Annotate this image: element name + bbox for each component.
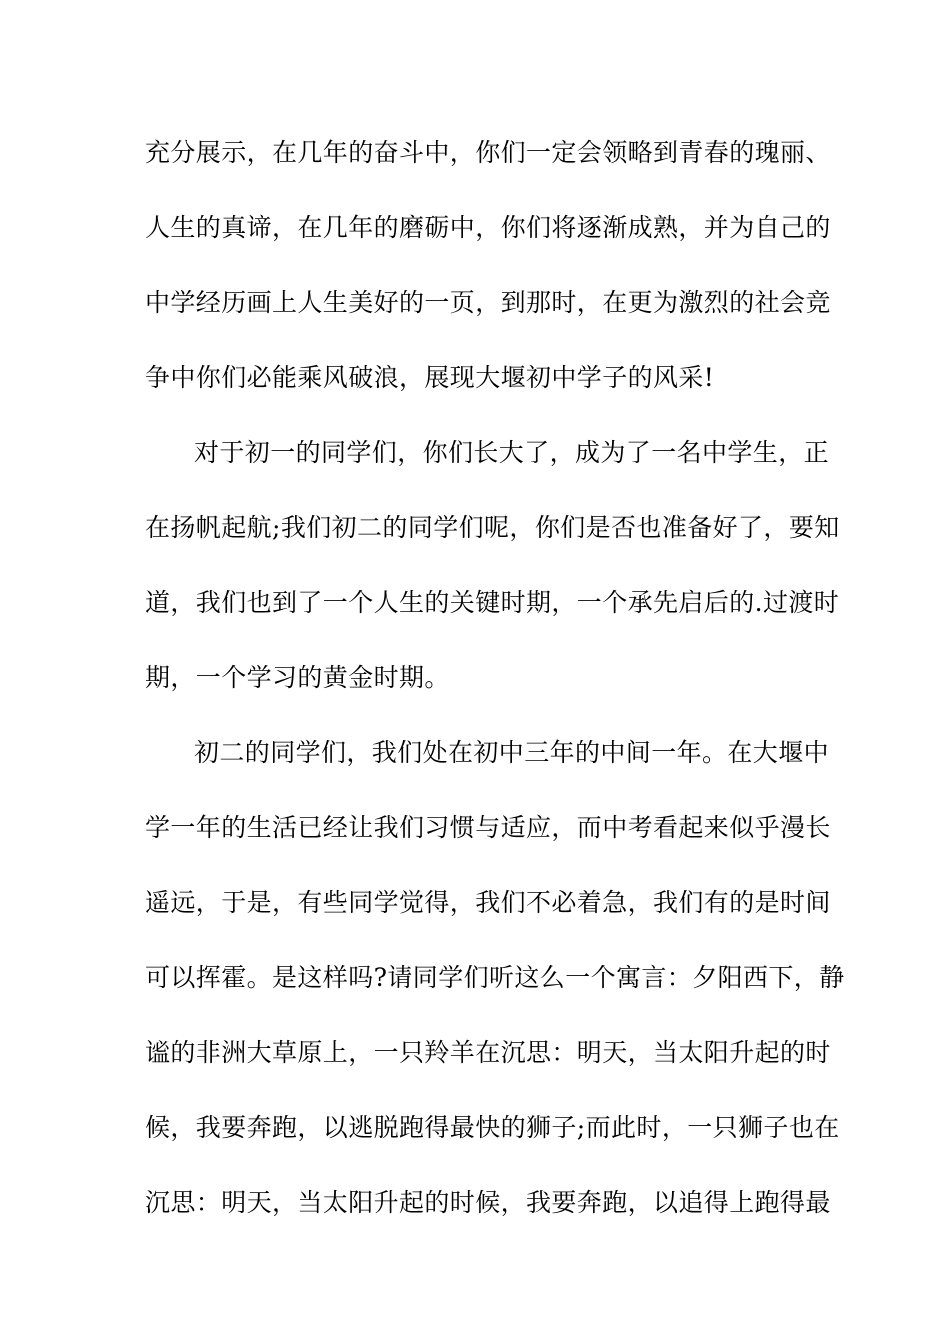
document-body bbox=[145, 128, 845, 1253]
text-line: 谧的非洲大草原上，一只羚羊在沉思：明天，当太阳升起的时 bbox=[145, 1038, 831, 1067]
text-line: 中学经历画上人生美好的一页，到那时，在更为激烈的社会竞 bbox=[145, 288, 831, 317]
text-line: 在扬帆起航;我们初二的同学们呢，你们是否也准备好了，要知 bbox=[145, 513, 840, 542]
text-line: 候，我要奔跑，以逃脱跑得最快的狮子;而此时，一只狮子也在 bbox=[145, 1113, 840, 1142]
text-line: 沉思：明天，当太阳升起的时候，我要奔跑，以追得上跑得最 bbox=[145, 1188, 831, 1217]
paragraph-first-line: 对于初一的同学们，你们长大了，成为了一名中学生，正 bbox=[194, 438, 830, 467]
text-line: 人生的真谛，在几年的磨砺中，你们将逐渐成熟，并为自己的 bbox=[145, 213, 831, 242]
text-line: 争中你们必能乘风破浪，展现大堰初中学子的风采! bbox=[145, 363, 715, 392]
text-line: 充分展示，在几年的奋斗中，你们一定会领略到青春的瑰丽、 bbox=[145, 138, 831, 167]
text-line: 期，一个学习的黄金时期。 bbox=[145, 663, 450, 692]
text-line: 可以挥霍。是这样吗?请同学们听这么一个寓言：夕阳西下，静 bbox=[145, 963, 845, 992]
text-line: 道，我们也到了一个人生的关键时期，一个承先启后的.过渡时 bbox=[145, 588, 840, 617]
paragraph-first-line: 初二的同学们，我们处在初中三年的中间一年。在大堰中 bbox=[194, 738, 830, 767]
text-line: 遥远，于是，有些同学觉得，我们不必着急，我们有的是时间 bbox=[145, 888, 831, 917]
text-line: 学一年的生活已经让我们习惯与适应，而中考看起来似乎漫长 bbox=[145, 813, 831, 842]
